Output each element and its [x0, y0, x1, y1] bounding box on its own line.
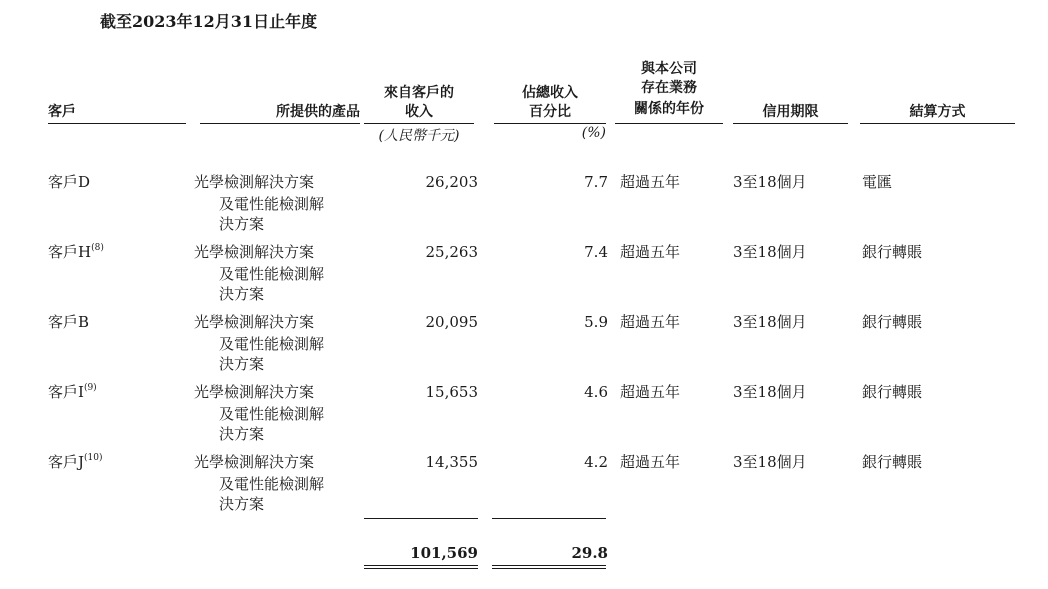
subtotal-rule-revenue: [364, 518, 478, 519]
relationship-years: 超過五年: [620, 173, 681, 191]
product-description: 光學檢測解決方案 及電性能檢測解 決方案: [194, 313, 325, 373]
percentage-value: 4.6: [584, 383, 608, 401]
settlement-method: 銀行轉賬: [862, 453, 923, 471]
total-revenue: 101,569: [410, 544, 478, 562]
credit-period: 3至18個月: [733, 313, 807, 331]
customer-name: 客戶$H^{(8)}$: [48, 243, 104, 261]
settlement-method: 銀行轉賬: [862, 383, 923, 401]
revenue-value: 26,203: [425, 173, 478, 191]
relationship-years: 超過五年: [620, 383, 681, 401]
revenue-value: 20,095: [425, 313, 478, 331]
revenue-value: 14,355: [425, 453, 478, 471]
settlement-method: 電匯: [862, 173, 893, 191]
relationship-years: 超過五年: [620, 453, 681, 471]
product-description: 光學檢測解決方案 及電性能檢測解 決方案: [194, 173, 325, 233]
settlement-method: 銀行轉賬: [862, 243, 923, 261]
customer-name: 客戶D: [48, 173, 91, 191]
header-rule-settlement: [860, 123, 1015, 124]
header-revenue-line1: 來自客戶的: [384, 85, 454, 101]
credit-period: 3至18個月: [733, 453, 807, 471]
percentage-value: 4.2: [584, 453, 608, 471]
percentage-value: 5.9: [584, 313, 608, 331]
header-rule-credit: [733, 123, 848, 124]
revenue-value: 15,653: [425, 383, 478, 401]
relationship-years: 超過五年: [620, 243, 681, 261]
percentage-value: 7.4: [584, 243, 608, 261]
header-years-line3: 關係的年份: [634, 101, 704, 117]
relationship-years: 超過五年: [620, 313, 681, 331]
revenue-value: 25,263: [425, 243, 478, 261]
customer-name: 客戶$I^{(9)}$: [48, 383, 97, 401]
header-customer: 客戶: [48, 104, 76, 120]
header-years-line2: 存在業務: [641, 80, 697, 96]
product-description: 光學檢測解決方案 及電性能檢測解 決方案: [194, 243, 325, 303]
settlement-method: 銀行轉賬: [862, 313, 923, 331]
header-rule-customer: [48, 123, 186, 124]
header-rule-product: [200, 123, 360, 124]
customer-name: 客戶$J^{(10)}$: [48, 453, 103, 471]
total-percentage: 29.8: [571, 544, 608, 562]
table-period-title: 截至2023年12月31日止年度: [100, 12, 318, 31]
header-revenue-line2: 收入: [405, 104, 433, 120]
total-double-rule-pct: [492, 565, 606, 569]
credit-period: 3至18個月: [733, 383, 807, 401]
header-rule-pct: [494, 123, 606, 124]
header-pct-unit: (%): [581, 125, 606, 141]
header-revenue-unit: (人民幣千元): [378, 128, 460, 144]
credit-period: 3至18個月: [733, 173, 807, 191]
header-rule-years: [615, 123, 723, 124]
header-rule-revenue: [364, 123, 474, 124]
product-description: 光學檢測解決方案 及電性能檢測解 決方案: [194, 453, 325, 513]
percentage-value: 7.7: [584, 173, 608, 191]
header-pct-line2: 百分比: [529, 104, 571, 120]
header-credit: 信用期限: [762, 104, 819, 120]
customer-name: 客戶B: [48, 313, 90, 331]
subtotal-rule-pct: [492, 518, 606, 519]
credit-period: 3至18個月: [733, 243, 807, 261]
total-double-rule-revenue: [364, 565, 478, 569]
header-years-line1: 與本公司: [641, 61, 697, 77]
header-pct-line1: 佔總收入: [522, 85, 578, 101]
product-description: 光學檢測解決方案 及電性能檢測解 決方案: [194, 383, 325, 443]
header-settlement: 結算方式: [909, 104, 966, 120]
header-product: 所提供的產品: [276, 104, 360, 120]
